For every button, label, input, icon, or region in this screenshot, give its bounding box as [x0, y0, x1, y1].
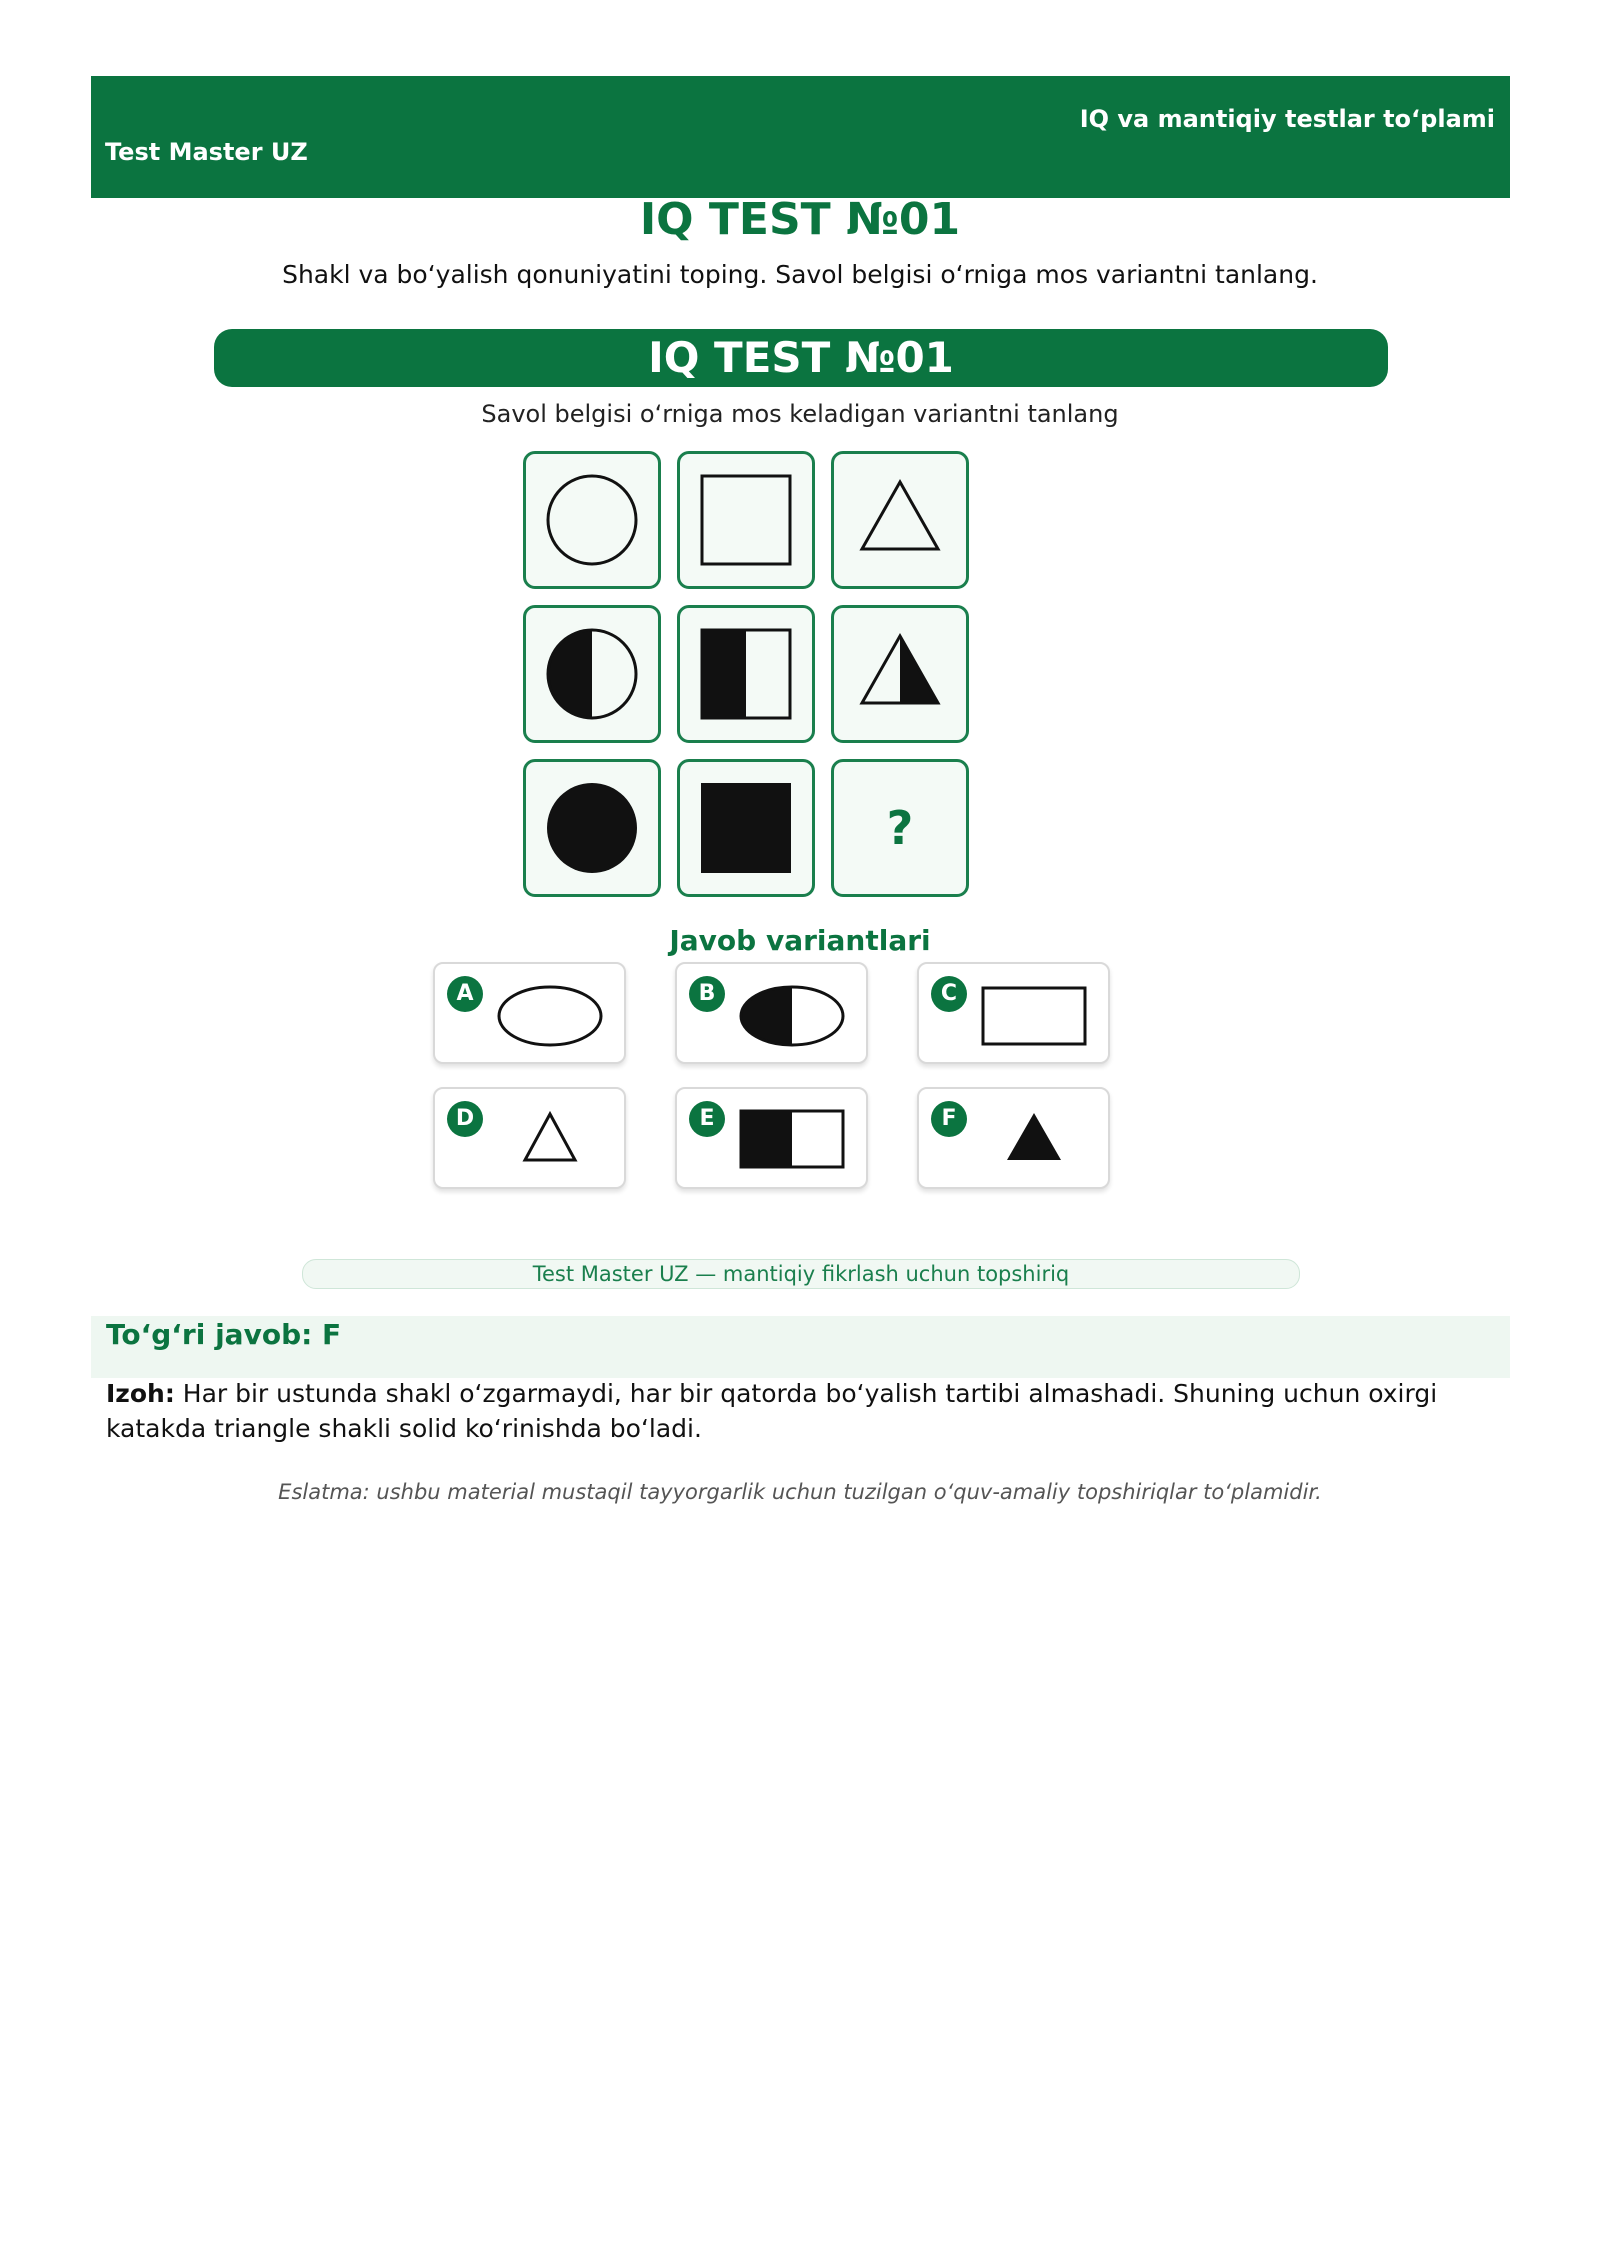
- grid-cell-circle-solid: [523, 759, 661, 897]
- triangle-outline-icon: [435, 1089, 624, 1187]
- option-letter: A: [447, 976, 483, 1012]
- rectangle-half-icon: [677, 1089, 866, 1187]
- grid-cell-circle-outline: [523, 451, 661, 589]
- grid-cell-square-solid: [677, 759, 815, 897]
- answer-option-c[interactable]: [917, 962, 1110, 1064]
- square-outline-icon: [680, 454, 812, 586]
- explanation: [106, 1376, 1496, 1446]
- circle-outline-icon: [526, 454, 658, 586]
- header-bar: [91, 76, 1510, 198]
- footer-caption: Test Master UZ — mantiqiy fikrlash uchun topshiriq: [302, 1259, 1300, 1289]
- footnote: Eslatma: ushbu material mustaqil tayyorgarlik uchun tuzilgan o‘quv-amaliy topshiriqlar to‘plamidir.: [278, 1480, 1322, 1504]
- explanation-label: Izoh:: [106, 1379, 175, 1408]
- answer-option-d[interactable]: [433, 1087, 626, 1189]
- answer-option-a[interactable]: [433, 962, 626, 1064]
- square-solid-icon: [680, 762, 812, 894]
- grid-cell-question: [831, 759, 969, 897]
- page-title: IQ TEST №01: [639, 194, 961, 245]
- triangle-outline-icon: [834, 454, 966, 586]
- ellipse-half-icon: [677, 964, 866, 1062]
- circle-half-icon: [526, 608, 658, 740]
- option-letter: B: [689, 976, 725, 1012]
- answers-title: Javob variantlari: [669, 924, 931, 957]
- grid-cell-circle-half: [523, 605, 661, 743]
- header-subtitle: IQ va mantiqiy testlar to‘plami: [1079, 105, 1495, 133]
- triangle-solid-icon: [919, 1089, 1108, 1187]
- option-letter: E: [689, 1101, 725, 1137]
- grid-cell-square-outline: [677, 451, 815, 589]
- answer-option-b[interactable]: [675, 962, 868, 1064]
- grid-cell-square-half: [677, 605, 815, 743]
- correct-answer: To‘g‘ri javob: F: [106, 1318, 342, 1351]
- correct-answer-box: [91, 1316, 1510, 1378]
- grid-cell-triangle-outline: [831, 451, 969, 589]
- option-letter: D: [447, 1101, 483, 1137]
- answer-option-e[interactable]: [675, 1087, 868, 1189]
- puzzle-banner: IQ TEST №01: [214, 329, 1388, 387]
- brand-name: Test Master UZ: [105, 138, 308, 166]
- triangle-half-icon: [834, 608, 966, 740]
- square-half-icon: [680, 608, 812, 740]
- page-description: Shakl va bo‘yalish qonuniyatini toping. Savol belgisi o‘rniga mos variantni tanlang.: [282, 260, 1318, 289]
- answer-option-f[interactable]: [917, 1087, 1110, 1189]
- option-letter: F: [931, 1101, 967, 1137]
- circle-solid-icon: [526, 762, 658, 894]
- question-mark: ?: [886, 801, 914, 855]
- rectangle-outline-icon: [919, 964, 1108, 1062]
- puzzle-instruction: Savol belgisi o‘rniga mos keladigan variantni tanlang: [481, 400, 1119, 428]
- grid-cell-triangle-half: [831, 605, 969, 743]
- option-letter: C: [931, 976, 967, 1012]
- ellipse-outline-icon: [435, 964, 624, 1062]
- explanation-text: Har bir ustunda shakl o‘zgarmaydi, har bir qatorda bo‘yalish tartibi almashadi. Shuning uchun oxirgi katakda triangle shakli solid ko‘rinishda bo‘ladi.: [106, 1379, 1438, 1443]
